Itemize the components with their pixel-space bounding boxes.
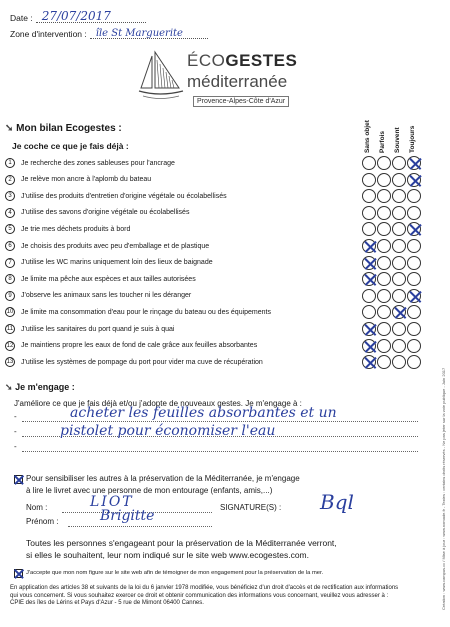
col-souvent: Souvent	[394, 127, 401, 153]
prenom-value[interactable]: Brigitte	[100, 508, 155, 524]
list-item	[5, 321, 435, 337]
item-number: 7	[5, 258, 15, 268]
option-circle[interactable]	[407, 189, 421, 203]
public-line2: si elles le souhaitent, leur nom indiqué sur le site web www.ecogestes.com.	[26, 550, 310, 560]
option-circle[interactable]	[377, 222, 391, 236]
frequency-options	[362, 304, 422, 320]
frequency-options	[362, 354, 422, 370]
frequency-options	[362, 188, 422, 204]
item-text: Je trie mes déchets produits à bord	[21, 225, 131, 233]
zone-field[interactable]	[90, 28, 208, 39]
option-circle[interactable]	[362, 156, 376, 170]
list-item	[5, 238, 435, 254]
item-number: 11	[6, 326, 14, 332]
option-circle[interactable]	[362, 206, 376, 220]
bilan-title: ➘ Mon bilan Ecogestes :	[5, 123, 122, 134]
credit-text: Création : www.campus.cc / Mise à jour : www.nomade.fr - Textes : certains droits réservés - Ne pas jeter sur la voie publique - Juin 2017	[441, 367, 446, 610]
zone-label: Zone d'intervention :	[10, 29, 87, 39]
item-text: Je relève mon ancre à l'aplomb du bateau	[21, 176, 152, 184]
option-circle[interactable]	[392, 322, 406, 336]
option-circle[interactable]	[377, 305, 391, 319]
sensib-line2: à lire le livret avec une personne de mon entourage (enfants, amis,...)	[26, 486, 273, 495]
option-circle[interactable]	[392, 156, 406, 170]
item-text: J'utilise les WC marins uniquement loin des lieux de baignade	[21, 259, 213, 267]
option-circle[interactable]	[392, 189, 406, 203]
item-number: 6	[5, 241, 15, 251]
frequency-options	[362, 238, 422, 254]
option-circle[interactable]	[407, 322, 421, 336]
option-circle[interactable]	[362, 256, 376, 270]
item-number: 13	[6, 359, 14, 366]
item-number: 9	[5, 291, 15, 301]
option-circle[interactable]	[377, 189, 391, 203]
option-circle[interactable]	[362, 305, 376, 319]
option-circle[interactable]	[362, 222, 376, 236]
engage-line2[interactable]: pistolet pour économiser l'eau	[60, 423, 276, 439]
frequency-options	[362, 205, 422, 221]
legal-notice: En application des articles 38 et suivants de la loi du 6 janvier 1978 modifiée, vous bénéficiez d'un droit d'accès et de rectification aux informations qui vous concernent. Si vous souhaitez exercer ce droit et obtenir communication des informations vous concernant, veuillez vous adresser à : CPIE des îles de Lérins et Pays d'Azur - 5 rue de Mimont 06400 Cannes.	[10, 585, 399, 607]
list-item	[5, 304, 435, 320]
bilan-subtitle: Je coche ce que je fais déjà :	[12, 141, 129, 151]
frequency-options	[362, 288, 422, 304]
item-text: Je limite ma pêche aux espèces et aux tailles autorisées	[21, 275, 196, 283]
item-text: Je recherche des zones sableuses pour l'ancrage	[21, 159, 175, 167]
option-circle[interactable]	[377, 156, 391, 170]
frequency-options	[362, 338, 422, 354]
option-circle[interactable]	[377, 339, 391, 353]
option-circle[interactable]	[407, 355, 421, 369]
item-number: 1	[5, 158, 15, 168]
option-circle[interactable]	[392, 339, 406, 353]
list-item	[5, 205, 435, 221]
item-number: 3	[5, 191, 15, 201]
option-circle[interactable]	[377, 322, 391, 336]
option-circle[interactable]	[392, 289, 406, 303]
public-line1: Toutes les personnes s'engageant pour la préservation de la Méditerranée verront,	[26, 538, 337, 548]
frequency-options	[362, 155, 422, 171]
list-item	[5, 271, 435, 287]
option-circle[interactable]	[407, 156, 421, 170]
consent-checkbox[interactable]	[14, 569, 23, 578]
sensibiliser-checkbox[interactable]	[14, 475, 23, 484]
sailboat-icon	[135, 48, 187, 106]
item-text: J'observe les animaux sans les toucher ni les déranger	[21, 292, 192, 300]
list-item	[5, 255, 435, 271]
frequency-options	[362, 321, 422, 337]
option-circle[interactable]	[362, 173, 376, 187]
item-number: 12	[6, 342, 14, 349]
item-number: 5	[5, 224, 15, 234]
option-circle[interactable]	[407, 173, 421, 187]
item-number: 8	[5, 274, 15, 284]
option-circle[interactable]	[407, 272, 421, 286]
zone-value: île St Marguerite	[95, 28, 183, 39]
option-circle[interactable]	[377, 289, 391, 303]
logo-line1: ÉCOGESTES	[187, 51, 298, 70]
option-circle[interactable]	[407, 339, 421, 353]
option-circle[interactable]	[377, 355, 391, 369]
logo-region: Provence-Alpes-Côte d'Azur	[193, 96, 289, 107]
date-value: 27/07/2017	[41, 9, 111, 23]
option-circle[interactable]	[362, 272, 376, 286]
item-number: 2	[5, 175, 15, 185]
option-circle[interactable]	[392, 305, 406, 319]
option-circle[interactable]	[362, 189, 376, 203]
frequency-options	[362, 221, 422, 237]
option-circle[interactable]	[377, 173, 391, 187]
item-text: J'utilise les systèmes de pompage du port pour vider ma cuve de récupération	[21, 358, 263, 366]
signature-value[interactable]: Bql	[320, 490, 354, 514]
col-sans-objet: Sans objet	[364, 120, 371, 153]
logo-line2: méditerranée	[187, 72, 288, 91]
option-circle[interactable]	[392, 256, 406, 270]
option-circle[interactable]	[392, 272, 406, 286]
frequency-options	[362, 271, 422, 287]
ecogestes-logo	[135, 48, 305, 118]
item-text: J'utilise les sanitaires du port quand je suis à quai	[21, 325, 175, 333]
nom-value[interactable]: LIOT	[90, 494, 134, 510]
list-item	[5, 221, 435, 237]
option-circle[interactable]	[392, 206, 406, 220]
col-parfois: Parfois	[379, 130, 386, 153]
signature-label: SIGNATURE(S) :	[220, 503, 282, 512]
item-text: Je limite ma consommation d'eau pour le rinçage du bateau ou des équipements	[21, 308, 271, 316]
frequency-options	[362, 255, 422, 271]
option-circle[interactable]	[392, 222, 406, 236]
date-field[interactable]	[36, 9, 146, 23]
option-circle[interactable]	[392, 173, 406, 187]
consent-text: J'accepte que mon nom figure sur le site web afin de témoigner de mon engagement pour la préservation de la mer.	[26, 570, 324, 576]
sensib-line1: Pour sensibiliser les autres à la préservation de la Méditerranée, je m'engage	[26, 474, 300, 483]
option-circle[interactable]	[407, 222, 421, 236]
option-circle[interactable]	[407, 206, 421, 220]
col-toujours: Toujours	[409, 125, 416, 153]
option-circle[interactable]	[377, 206, 391, 220]
option-circle[interactable]	[407, 289, 421, 303]
option-circle[interactable]	[377, 239, 391, 253]
option-circle[interactable]	[362, 355, 376, 369]
item-number: 4	[5, 208, 15, 218]
item-text: J'utilise des produits d'entretien d'origine végétale ou écolabellisés	[21, 192, 227, 200]
list-item	[5, 338, 435, 354]
option-circle[interactable]	[392, 355, 406, 369]
list-item	[5, 354, 435, 370]
zone-row	[10, 28, 208, 39]
option-circle[interactable]	[407, 256, 421, 270]
date-row	[10, 9, 146, 23]
prenom-label: Prénom :	[26, 517, 59, 526]
list-item	[5, 188, 435, 204]
option-circle[interactable]	[407, 239, 421, 253]
date-label: Date :	[10, 13, 33, 23]
item-text: Je maintiens propre les eaux de fond de cale grâce aux feuilles absorbantes	[21, 342, 258, 350]
item-text: J'utilise des savons d'origine végétale ou écolabellisés	[21, 209, 190, 217]
option-circle[interactable]	[362, 322, 376, 336]
option-circle[interactable]	[362, 289, 376, 303]
item-text: Je choisis des produits avec peu d'emballage et de plastique	[21, 242, 210, 250]
option-circle[interactable]	[392, 239, 406, 253]
option-circle[interactable]	[362, 239, 376, 253]
option-circle[interactable]	[377, 256, 391, 270]
option-circle[interactable]	[407, 305, 421, 319]
option-circle[interactable]	[362, 339, 376, 353]
list-item	[5, 155, 435, 171]
frequency-options	[362, 172, 422, 188]
option-circle[interactable]	[377, 272, 391, 286]
list-item	[5, 288, 435, 304]
item-number: 10	[6, 309, 14, 316]
engage-line1[interactable]: acheter les feuilles absorbantes et un	[70, 405, 337, 421]
nom-label: Nom :	[26, 503, 48, 512]
engage-title: ➘ Je m'engage :	[5, 382, 75, 392]
list-item	[5, 172, 435, 188]
engage-intro: J'améliore ce que je fais déjà et/ou j'adopte de nouveaux gestes. Je m'engage à :	[14, 399, 302, 408]
